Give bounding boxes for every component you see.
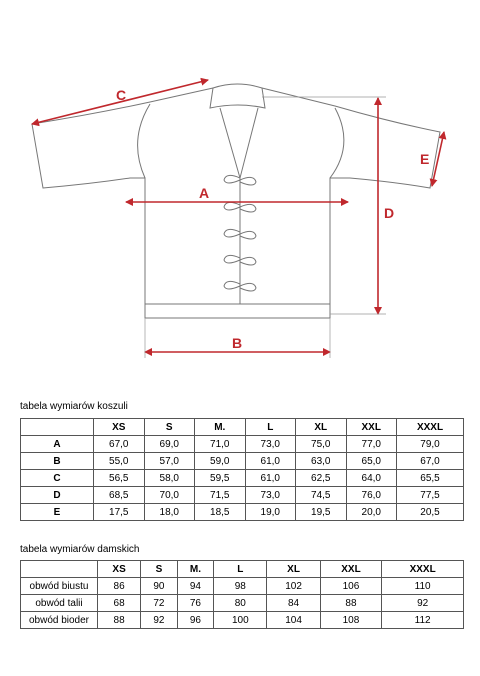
label-e: E bbox=[420, 151, 430, 167]
size-header: XL bbox=[267, 561, 320, 578]
size-header: XXL bbox=[346, 419, 397, 436]
table-header-row bbox=[21, 561, 464, 578]
women-table-caption: tabela wymiarów damskich bbox=[20, 544, 140, 555]
table-header-row bbox=[21, 419, 464, 436]
corner-cell bbox=[21, 561, 98, 578]
table-cell: 92 bbox=[382, 595, 464, 612]
row-label: obwód biustu bbox=[21, 578, 98, 595]
size-header: L bbox=[214, 561, 267, 578]
table-cell: 72 bbox=[141, 595, 178, 612]
table-row bbox=[21, 578, 464, 595]
table-row bbox=[21, 595, 464, 612]
table-cell: 65,5 bbox=[397, 470, 464, 487]
size-header: S bbox=[144, 419, 195, 436]
table-cell: 112 bbox=[382, 612, 464, 629]
size-header: XXL bbox=[320, 561, 382, 578]
table-cell: 63,0 bbox=[296, 453, 347, 470]
table-cell: 20,0 bbox=[346, 504, 397, 521]
table-cell: 59,0 bbox=[195, 453, 246, 470]
table-cell: 19,0 bbox=[245, 504, 296, 521]
table-cell: 73,0 bbox=[245, 487, 296, 504]
table-cell: 88 bbox=[98, 612, 141, 629]
table-cell: 79,0 bbox=[397, 436, 464, 453]
table-cell: 100 bbox=[214, 612, 267, 629]
corner-cell bbox=[21, 419, 94, 436]
row-label: obwód bioder bbox=[21, 612, 98, 629]
table-cell: 67,0 bbox=[94, 436, 145, 453]
table-cell: 65,0 bbox=[346, 453, 397, 470]
label-c: C bbox=[116, 87, 127, 103]
table-cell: 90 bbox=[141, 578, 178, 595]
table-cell: 71,0 bbox=[195, 436, 246, 453]
table-cell: 59,5 bbox=[195, 470, 246, 487]
table-cell: 84 bbox=[267, 595, 320, 612]
table-cell: 20,5 bbox=[397, 504, 464, 521]
table-cell: 71,5 bbox=[195, 487, 246, 504]
table-cell: 104 bbox=[267, 612, 320, 629]
table-cell: 102 bbox=[267, 578, 320, 595]
table-cell: 61,0 bbox=[245, 453, 296, 470]
table-cell: 17,5 bbox=[94, 504, 145, 521]
table-row bbox=[21, 470, 464, 487]
table-cell: 19,5 bbox=[296, 504, 347, 521]
size-header: S bbox=[141, 561, 178, 578]
label-a: A bbox=[199, 185, 210, 201]
size-header: M. bbox=[177, 561, 214, 578]
table-cell: 58,0 bbox=[144, 470, 195, 487]
table-cell: 69,0 bbox=[144, 436, 195, 453]
table-cell: 77,0 bbox=[346, 436, 397, 453]
table-cell: 67,0 bbox=[397, 453, 464, 470]
dimension-line-e bbox=[432, 132, 444, 186]
table-cell: 94 bbox=[177, 578, 214, 595]
table-cell: 86 bbox=[98, 578, 141, 595]
table-cell: 64,0 bbox=[346, 470, 397, 487]
table-cell: 74,5 bbox=[296, 487, 347, 504]
label-b: B bbox=[232, 335, 243, 351]
table-row bbox=[21, 453, 464, 470]
table-cell: 68 bbox=[98, 595, 141, 612]
table-row bbox=[21, 487, 464, 504]
shirt-table-caption: tabela wymiarów koszuli bbox=[20, 401, 128, 412]
table-cell: 57,0 bbox=[144, 453, 195, 470]
table-cell: 70,0 bbox=[144, 487, 195, 504]
table-cell: 106 bbox=[320, 578, 382, 595]
table-cell: 55,0 bbox=[94, 453, 145, 470]
table-cell: 76,0 bbox=[346, 487, 397, 504]
row-label: C bbox=[21, 470, 94, 487]
table-row bbox=[21, 504, 464, 521]
table-cell: 98 bbox=[214, 578, 267, 595]
label-d: D bbox=[384, 205, 395, 221]
table-cell: 75,0 bbox=[296, 436, 347, 453]
size-header: L bbox=[245, 419, 296, 436]
size-header: XL bbox=[296, 419, 347, 436]
table-row bbox=[21, 612, 464, 629]
table-cell: 76 bbox=[177, 595, 214, 612]
size-header: XXXL bbox=[397, 419, 464, 436]
table-cell: 61,0 bbox=[245, 470, 296, 487]
table-cell: 62,5 bbox=[296, 470, 347, 487]
women-size-table bbox=[20, 560, 464, 629]
table-cell: 108 bbox=[320, 612, 382, 629]
row-label: A bbox=[21, 436, 94, 453]
size-header: XXXL bbox=[382, 561, 464, 578]
table-cell: 77,5 bbox=[397, 487, 464, 504]
guide-lines bbox=[145, 97, 386, 358]
table-cell: 73,0 bbox=[245, 436, 296, 453]
table-cell: 18,0 bbox=[144, 504, 195, 521]
row-label: E bbox=[21, 504, 94, 521]
size-header: XS bbox=[94, 419, 145, 436]
table-cell: 92 bbox=[141, 612, 178, 629]
size-header: M. bbox=[195, 419, 246, 436]
table-cell: 80 bbox=[214, 595, 267, 612]
row-label: obwód talii bbox=[21, 595, 98, 612]
size-header: XS bbox=[98, 561, 141, 578]
dimension-lines bbox=[32, 80, 444, 352]
table-cell: 56,5 bbox=[94, 470, 145, 487]
table-cell: 88 bbox=[320, 595, 382, 612]
table-row bbox=[21, 436, 464, 453]
row-label: B bbox=[21, 453, 94, 470]
shirt-size-table bbox=[20, 418, 464, 521]
table-cell: 18,5 bbox=[195, 504, 246, 521]
row-label: D bbox=[21, 487, 94, 504]
table-cell: 68,5 bbox=[94, 487, 145, 504]
table-cell: 96 bbox=[177, 612, 214, 629]
table-cell: 110 bbox=[382, 578, 464, 595]
